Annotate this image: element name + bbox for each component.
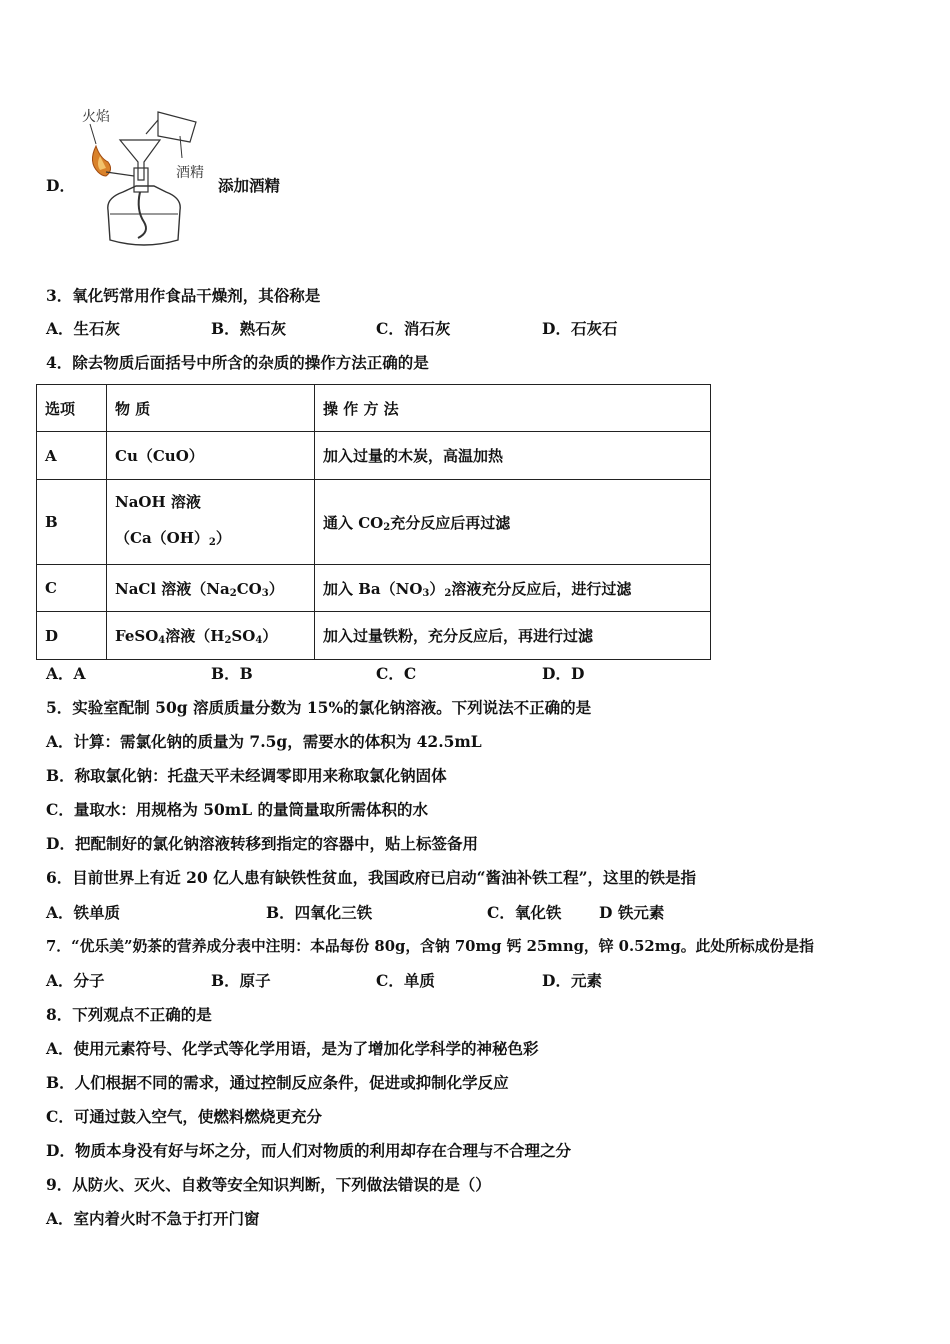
row-c-method: 加入 $Ba(NO_3)_2$溶液充分反应后，进行过滤 — [315, 565, 711, 612]
q9-stem: 9．从防火、灭火、自救等安全知识判断，下列做法错误的是（） — [46, 1175, 491, 1194]
table-row — [37, 565, 711, 612]
q6-stem: 6．目前世界上有近 20 亿人患有缺铁性贫血，我国政府已启动“酱油补铁工程”，这里的铁是指 — [46, 868, 696, 887]
q8-option-d: D．物质本身没有好与坏之分，而人们对物质的利用却存在合理与不合理之分 — [46, 1141, 571, 1160]
row-c-substance: NaCl 溶液$(Na_2CO_3)$ — [107, 565, 315, 612]
row-d-option: D — [37, 612, 107, 660]
row-b-substance-line2: $(Ca(OH)_2)$ — [115, 528, 231, 548]
q6-option-a: A．铁单质 — [46, 903, 121, 922]
q6-option-b: B．四氧化三铁 — [266, 903, 373, 922]
q8-option-c: C．可通过鼓入空气，使燃料燃烧更充分 — [46, 1107, 322, 1126]
q3-stem: 3．氧化钙常用作食品干燥剂，其俗称是 — [46, 286, 321, 305]
q5-option-b: B．称取氯化钠：托盘天平未经调零即用来称取氯化钠固体 — [46, 766, 447, 785]
q2-option-d-letter: D． — [46, 176, 75, 195]
q5-option-a: A．计算：需氯化钠的质量为 7.5g，需要水的体积为 42.5mL — [46, 732, 482, 751]
row-c-option: C — [37, 565, 107, 612]
table-header-row — [37, 385, 711, 432]
q7-option-c: C．单质 — [376, 971, 435, 990]
header-option: 选项 — [37, 385, 107, 432]
row-a-substance: Cu（CuO） — [107, 432, 315, 480]
q7-option-b: B．原子 — [211, 971, 271, 990]
row-d-method: 加入过量铁粉，充分反应后，再进行过滤 — [315, 612, 711, 660]
q7-stem: 7．“优乐美”奶茶的营养成分表中注明：本品每份 80g，含钠 70mg 钙 25mng，锌 0.52mg。此处所标成份是指 — [46, 938, 814, 955]
row-b-substance — [107, 480, 315, 565]
row-b-option: B — [37, 480, 107, 565]
row-a-option: A — [37, 432, 107, 480]
q5-stem: 5．实验室配制 50g 溶质质量分数为 15%的氯化钠溶液。下列说法不正确的是 — [46, 698, 592, 717]
table-row — [37, 432, 711, 480]
q5-option-d: D．把配制好的氯化钠溶液转移到指定的容器中，贴上标签备用 — [46, 834, 478, 853]
q3-option-a: A．生石灰 — [46, 319, 121, 338]
row-d-substance: FeSO$_4$溶液$(H_2SO_4)$ — [107, 612, 315, 660]
q6-option-d: D 铁元素 — [599, 903, 665, 922]
row-b-substance-line1: NaOH 溶液 — [115, 492, 201, 511]
row-b-method: 通入 $CO_2$充分反应后再过滤 — [315, 480, 711, 565]
q6-option-c: C．氧化铁 — [487, 903, 562, 922]
q3-option-b: B．熟石灰 — [211, 319, 287, 338]
header-method: 操 作 方 法 — [315, 385, 711, 432]
q4-option-c: C．C — [376, 664, 417, 683]
q7-option-d: D．元素 — [542, 971, 602, 990]
figure-label-flame: 火焰 — [82, 109, 110, 125]
q8-option-a: A．使用元素符号、化学式等化学用语，是为了增加化学科学的神秘色彩 — [46, 1039, 539, 1058]
q4-stem: 4．除去物质后面括号中所含的杂质的操作方法正确的是 — [46, 353, 429, 372]
q3-option-c: C．消石灰 — [376, 319, 451, 338]
q4-option-b: B．B — [211, 664, 253, 683]
table-row — [37, 612, 711, 660]
q4-option-d: D．D — [542, 664, 585, 683]
q8-option-b: B．人们根据不同的需求，通过控制反应条件，促进或抑制化学反应 — [46, 1073, 509, 1092]
table-row — [37, 480, 711, 565]
figure-label-alcohol: 酒精 — [176, 165, 204, 181]
row-a-method: 加入过量的木炭，高温加热 — [315, 432, 711, 480]
q4-option-a: A．A — [46, 664, 86, 683]
q2-option-d-caption: 添加酒精 — [218, 176, 281, 195]
q7-option-a: A．分子 — [46, 971, 105, 990]
q5-option-c: C．量取水：用规格为 50mL 的量筒量取所需体积的水 — [46, 800, 428, 819]
q4-table — [36, 384, 711, 660]
q9-option-a: A．室内着火时不急于打开门窗 — [46, 1209, 260, 1228]
q3-option-d: D．石灰石 — [542, 319, 618, 338]
header-substance: 物 质 — [107, 385, 315, 432]
q8-stem: 8．下列观点不正确的是 — [46, 1005, 212, 1024]
